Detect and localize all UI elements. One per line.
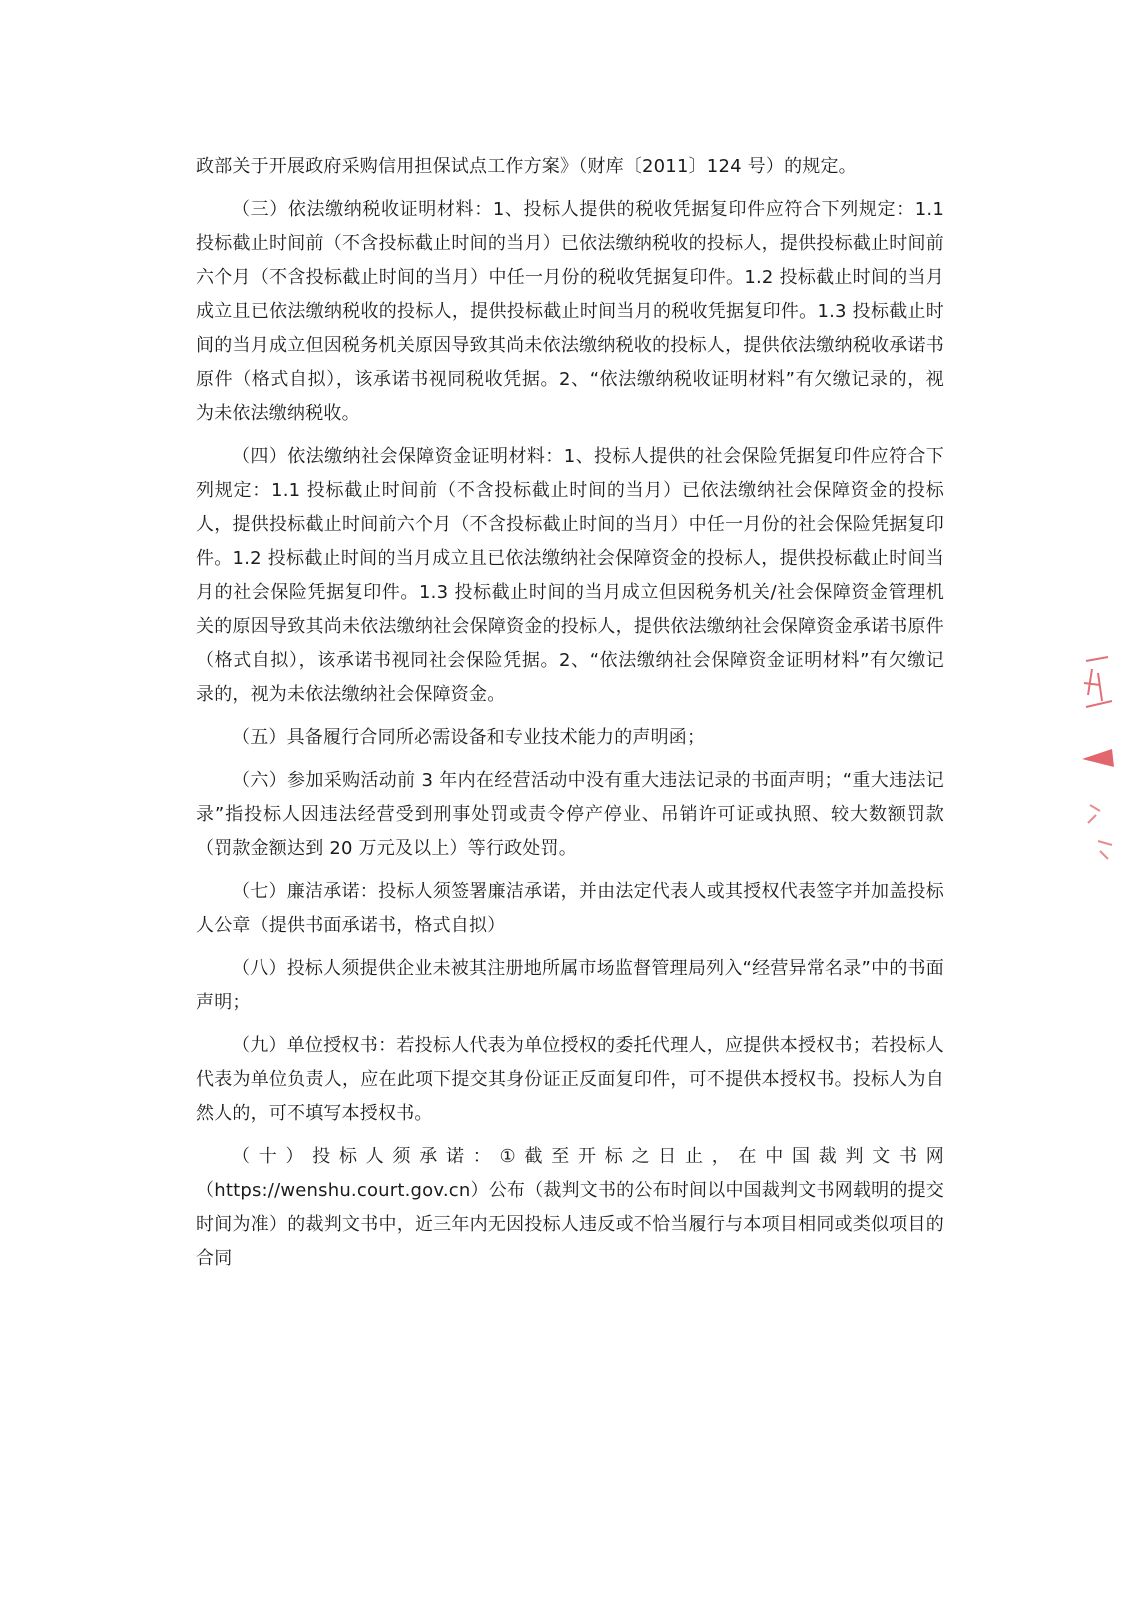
seal-stamp-edge — [1078, 655, 1118, 865]
paragraph-equipment-declaration: （五）具备履行合同所必需设备和专业技术能力的声明函； — [232, 727, 706, 748]
paragraph-integrity-commitment: （七）廉洁承诺：投标人须签署廉洁承诺，并由法定代表人或其授权代表签字并加盖投标人公章（提供书面承诺书，格式自拟） — [196, 881, 944, 936]
document-body — [196, 150, 944, 1285]
paragraph-social-security-proof: （四）依法缴纳社会保障资金证明材料：1、投标人提供的社会保险凭据复印件应符合下列规定：1.1 投标截止时间前（不含投标截止时间的当月）已依法缴纳社会保障资金的投标人，提供投标截止时间前六个月（不含投标截止时间的当月）中任一月份的社会保险凭据复印件。1.2 投标截止时间的当月成立且已依法缴纳社会保障资金的投标人，提供投标截止时间当月的社会保险凭据复印件。1.3 投标截止时间的当月成立但因税务机关/社会保障资金管理机关的原因导致其尚未依法缴纳社会保障资金的投标人，提供依法缴纳社会保障资金承诺书原件（格式自拟），该承诺书视同社会保险凭据。2、“依法缴纳社会保障资金证明材料”有欠缴记录的，视为未依法缴纳社会保障资金。 — [196, 446, 944, 705]
paragraph-no-violation-declaration: （六）参加采购活动前 3 年内在经营活动中没有重大违法记录的书面声明；“重大违法记录”指投标人因违法经营受到刑事处罚或责令停产停业、吊销许可证或执照、较大数额罚款（罚款金额达到 20 万元及以上）等行政处罚。 — [196, 770, 944, 859]
paragraph-abnormal-list-declaration: （八）投标人须提供企业未被其注册地所属市场监督管理局列入“经营异常名录”中的书面声明； — [196, 958, 944, 1013]
paragraph-court-commitment: （十）投标人须承诺：①截至开标之日止，在中国裁判文书网（https://wenshu.court.gov.cn）公布（裁判文书的公布时间以中国裁判文书网载明的提交时间为准）的裁判文书中，近三年内无因投标人违反或不恰当履行与本项目相同或类似项目的合同 — [196, 1146, 944, 1269]
paragraph-continuation: 政部关于开展政府采购信用担保试点工作方案》（财库〔2011〕124 号）的规定。 — [196, 156, 857, 177]
paragraph-tax-proof: （三）依法缴纳税收证明材料：1、投标人提供的税收凭据复印件应符合下列规定：1.1 投标截止时间前（不含投标截止时间的当月）已依法缴纳税收的投标人，提供投标截止时间前六个月（不含投标截止时间的当月）中任一月份的税收凭据复印件。1.2 投标截止时间的当月成立且已依法缴纳税收的投标人，提供投标截止时间当月的税收凭据复印件。1.3 投标截止时间的当月成立但因税务机关原因导致其尚未依法缴纳税收的投标人，提供依法缴纳税收承诺书原件（格式自拟），该承诺书视同税收凭据。2、“依法缴纳税收证明材料”有欠缴记录的，视为未依法缴纳税收。 — [196, 199, 944, 424]
paragraph-authorization-letter: （九）单位授权书：若投标人代表为单位授权的委托代理人，应提供本授权书；若投标人代表为单位负责人，应在此项下提交其身份证正反面复印件，可不提供本授权书。投标人为自然人的，可不填写本授权书。 — [196, 1035, 944, 1124]
